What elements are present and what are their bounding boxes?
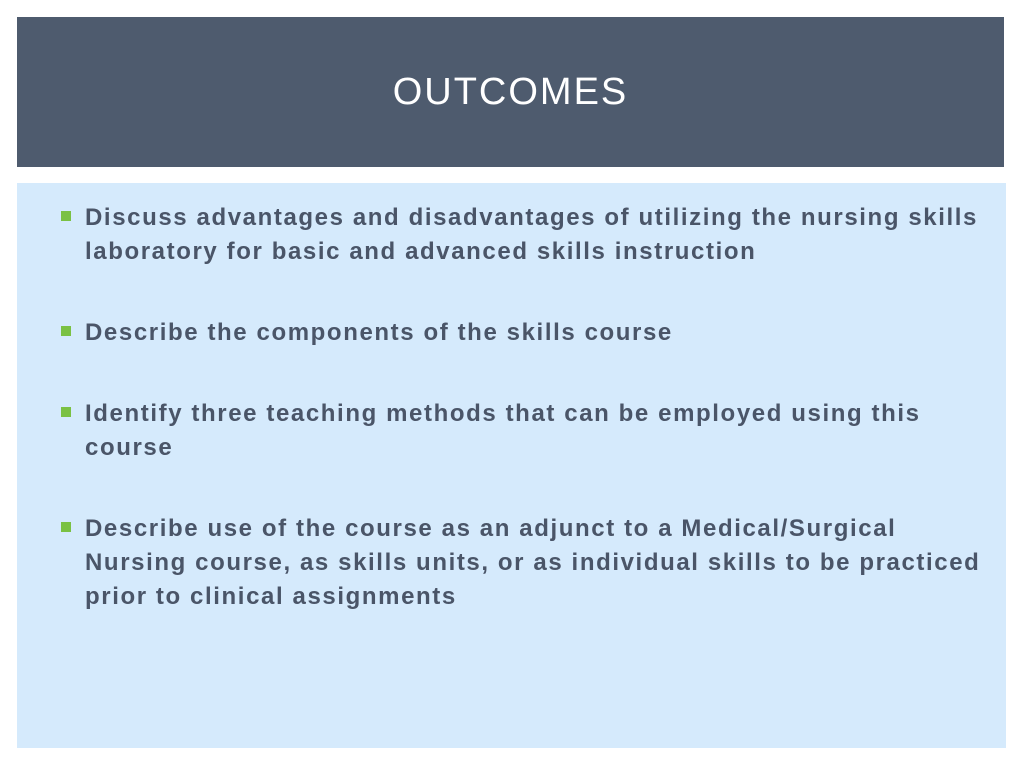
bullet-item bbox=[59, 397, 989, 465]
bullet-item bbox=[59, 201, 989, 269]
bullet-list bbox=[59, 201, 989, 661]
bullet-item bbox=[59, 316, 989, 350]
green-square-bullet-icon bbox=[61, 211, 71, 221]
green-square-bullet-icon bbox=[61, 522, 71, 532]
green-square-bullet-icon bbox=[61, 326, 71, 336]
green-square-bullet-icon bbox=[61, 407, 71, 417]
bullet-text: Describe use of the course as an adjunct to a Medical/Surgical Nursing course, as skills units, or as individual skills to be practiced prior to clinical assignments bbox=[85, 515, 981, 610]
slide-title: OUTCOMES bbox=[392, 70, 629, 113]
bullet-text: Discuss advantages and disadvantages of utilizing the nursing skills laboratory for basic and advanced skills instruction bbox=[85, 204, 978, 265]
title-bar bbox=[17, 17, 1004, 167]
bullet-text: Identify three teaching methods that can be employed using this course bbox=[85, 400, 921, 461]
bullet-text: Describe the components of the skills course bbox=[85, 319, 673, 346]
bullet-item bbox=[59, 512, 989, 614]
content-panel bbox=[17, 183, 1006, 748]
